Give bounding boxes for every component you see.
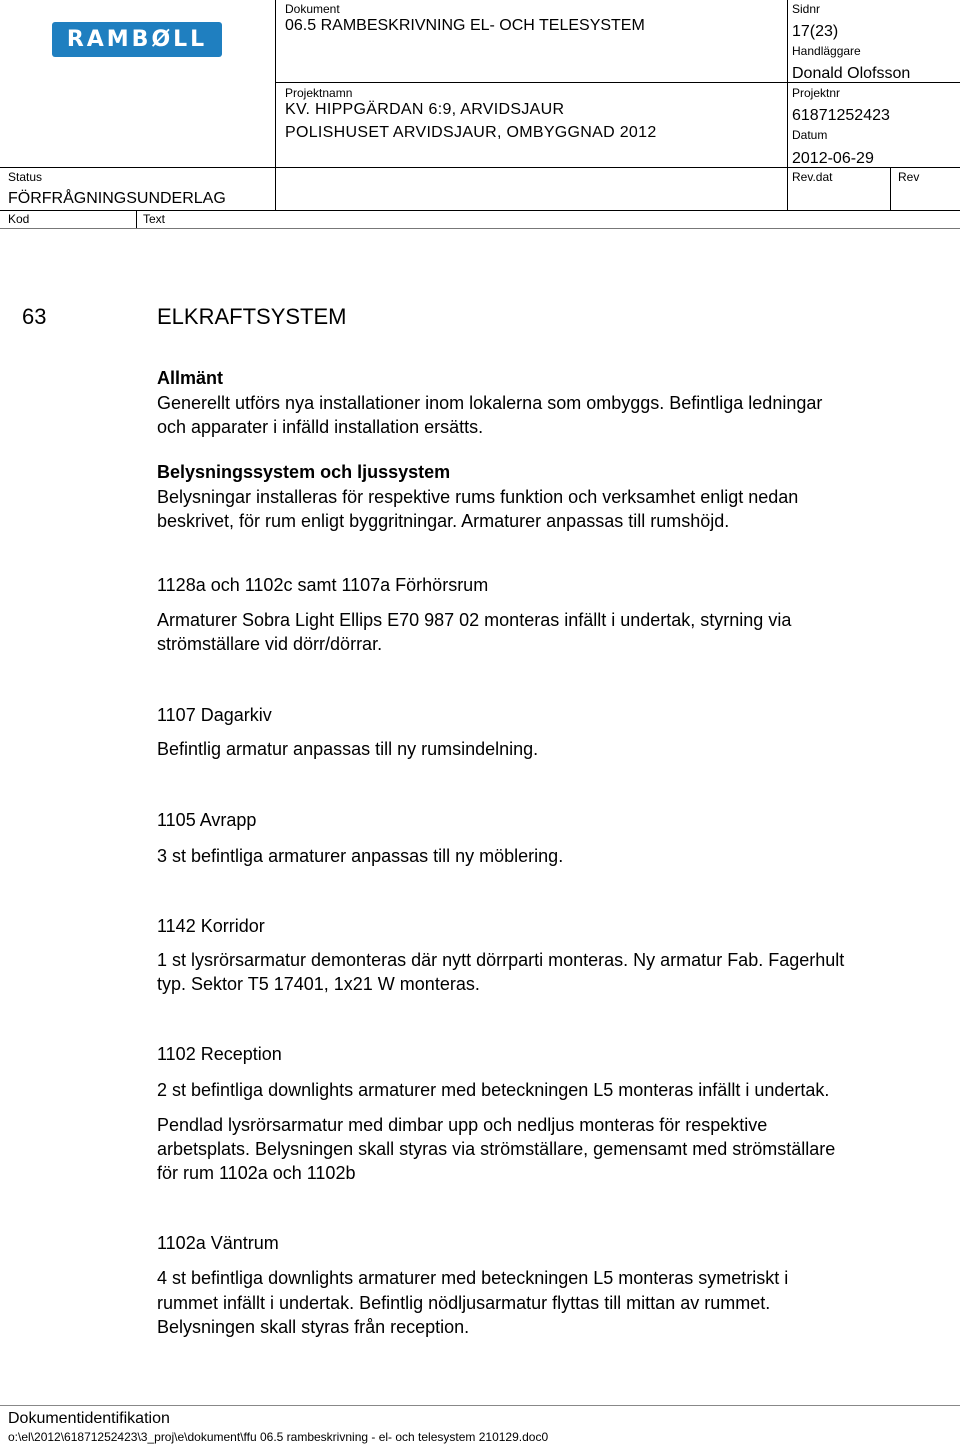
footer-path: o:\el\2012\61871252423\3_proj\e\dokument\ffu 06.5 rambeskrivning - el- och telesystem 210129.doc0 bbox=[8, 1430, 549, 1444]
paragraph-line: 3 st befintliga armaturer anpassas till ny möblering. bbox=[157, 846, 564, 866]
room-heading: 1107 Dagarkiv bbox=[157, 705, 272, 725]
room-heading: 1105 Avrapp bbox=[157, 810, 257, 830]
paragraph-line: Belysningar installeras för respektive rums funktion och verksamhet enligt nedan bbox=[157, 487, 799, 507]
status-label: Status bbox=[8, 170, 43, 184]
footer-label: Dokumentidentifikation bbox=[8, 1410, 170, 1427]
paragraph-line: Generellt utförs nya installationer inom lokalerna som ombyggs. Befintliga ledningar bbox=[157, 393, 823, 413]
belysning-heading: Belysningssystem och ljussystem bbox=[157, 462, 451, 482]
header-divider bbox=[275, 0, 276, 210]
projektnr-label: Projektnr bbox=[792, 86, 841, 100]
rev-label: Rev bbox=[898, 170, 920, 184]
handlaggare-value: Donald Olofsson bbox=[792, 65, 911, 82]
paragraph-line: och apparater i infälld installation ersätts. bbox=[157, 417, 484, 437]
section-number: 63 bbox=[22, 304, 47, 329]
header-divider bbox=[0, 228, 960, 229]
paragraph-line: 4 st befintliga downlights armaturer med beteckningen L5 monteras symetriskt i bbox=[157, 1268, 789, 1288]
handlaggare-label: Handläggare bbox=[792, 44, 861, 58]
projektnamn-label: Projektnamn bbox=[285, 86, 353, 100]
room-heading: 1142 Korridor bbox=[157, 916, 265, 936]
header-divider bbox=[0, 210, 960, 211]
logo-text: RAMBØLL bbox=[66, 27, 208, 52]
status-value: FÖRFRÅGNINGSUNDERLAG bbox=[8, 190, 226, 207]
allmant-heading: Allmänt bbox=[157, 368, 224, 388]
paragraph-line: arbetsplats. Belysningen skall styras via strömställare, gemensamt med strömställare bbox=[157, 1139, 836, 1159]
paragraph-line: typ. Sektor T5 17401, 1x21 W monteras. bbox=[157, 974, 480, 994]
document-label: Dokument bbox=[285, 2, 340, 16]
document-value: 06.5 RAMBESKRIVNING EL- OCH TELESYSTEM bbox=[285, 17, 645, 34]
header-divider bbox=[787, 0, 788, 210]
text-label: Text bbox=[143, 212, 166, 226]
section-title: ELKRAFTSYSTEM bbox=[157, 304, 347, 329]
header-divider bbox=[890, 167, 891, 210]
datum-value: 2012-06-29 bbox=[792, 150, 874, 167]
rambÃ¸ll-logo bbox=[52, 22, 222, 57]
room-heading: 1102 Reception bbox=[157, 1044, 282, 1064]
datum-label: Datum bbox=[792, 128, 828, 142]
room-heading: 1128a och 1102c samt 1107a Förhörsrum bbox=[157, 575, 489, 595]
revdat-label: Rev.dat bbox=[792, 170, 833, 184]
paragraph-line: rummet infällt i undertak. Befintlig nödljusarmatur flyttas till mittan av rummet. bbox=[157, 1293, 771, 1313]
paragraph-line: Befintlig armatur anpassas till ny rumsindelning. bbox=[157, 739, 539, 759]
paragraph-line: Pendlad lysrörsarmatur med dimbar upp och nedljus monteras för respektive bbox=[157, 1115, 768, 1135]
paragraph-line: beskrivet, för rum enligt byggritningar. Armaturer anpassas till rumshöjd. bbox=[157, 511, 730, 531]
footer-divider bbox=[0, 1405, 960, 1406]
paragraph-line: för rum 1102a och 1102b bbox=[157, 1163, 356, 1183]
paragraph-line: Belysningen skall styras från reception. bbox=[157, 1317, 470, 1337]
paragraph-line: Armaturer Sobra Light Ellips E70 987 02 monteras infällt i undertak, styrning via bbox=[157, 610, 792, 630]
sidnr-label: Sidnr bbox=[792, 2, 821, 16]
header-divider bbox=[136, 210, 137, 228]
projektnamn-line2: POLISHUSET ARVIDSJAUR, OMBYGGNAD 2012 bbox=[285, 124, 657, 141]
paragraph-line: 1 st lysrörsarmatur demonteras där nytt dörrparti monteras. Ny armatur Fab. Fagerhult bbox=[157, 950, 845, 970]
projektnamn-line1: KV. HIPPGÄRDAN 6:9, ARVIDSJAUR bbox=[285, 101, 565, 118]
kod-label: Kod bbox=[8, 212, 30, 226]
room-heading: 1102a Väntrum bbox=[157, 1233, 279, 1253]
sidnr-value: 17(23) bbox=[792, 23, 839, 40]
projektnr-value: 61871252423 bbox=[792, 107, 890, 124]
paragraph-line: strömställare vid dörr/dörrar. bbox=[157, 634, 383, 654]
paragraph-line: 2 st befintliga downlights armaturer med beteckningen L5 monteras infällt i undertak. bbox=[157, 1080, 830, 1100]
